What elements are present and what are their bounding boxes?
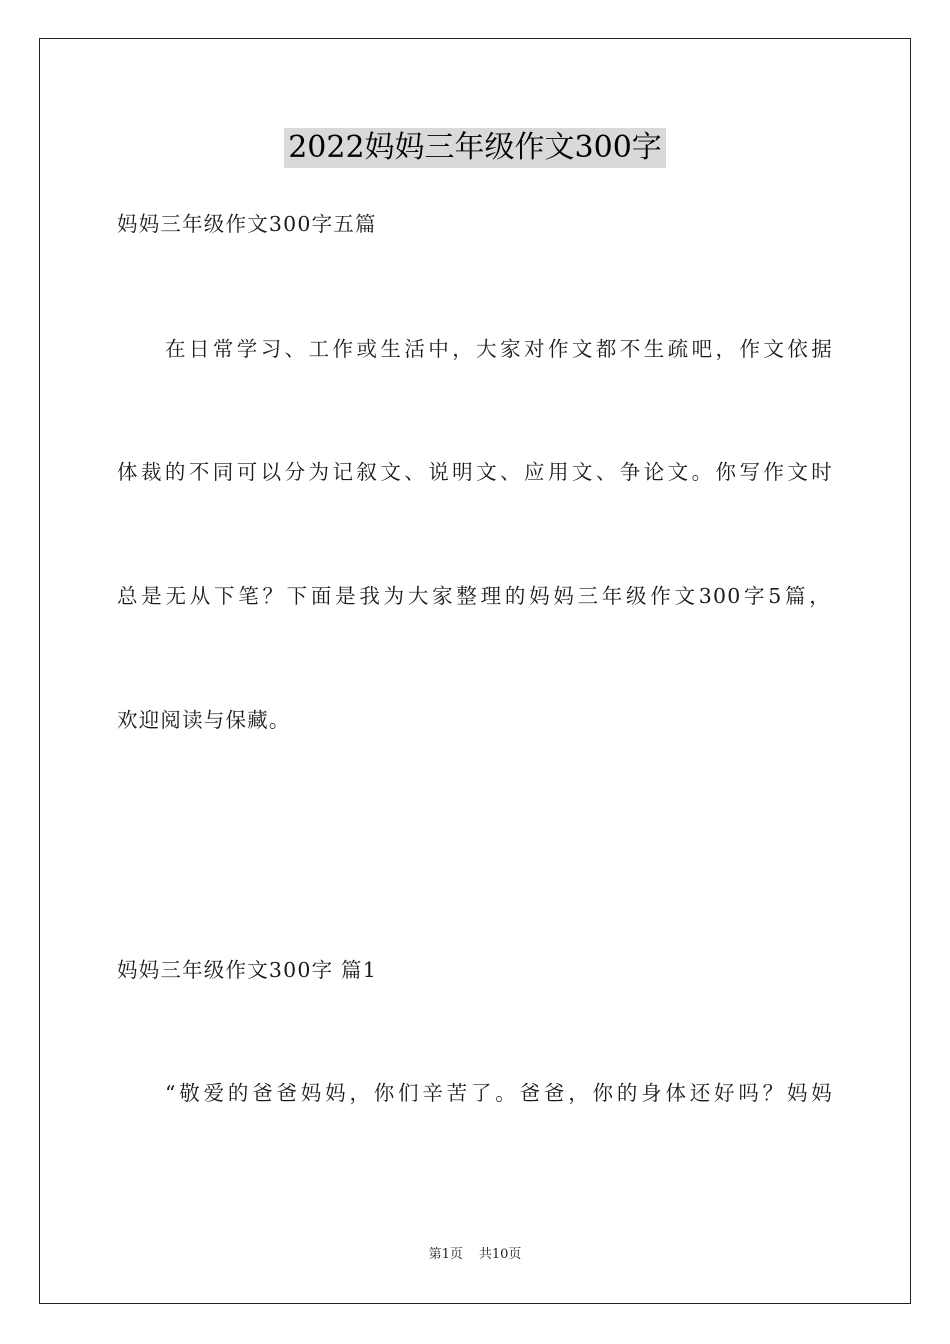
intro-paragraph-line-1: 在日常学习、工作或生活中，大家对作文都不生疏吧，作文依据 [165, 337, 833, 361]
document-title: 2022妈妈三年级作文300字 [284, 128, 666, 168]
page-footer [0, 1246, 950, 1264]
intro-paragraph-line-4: 欢迎阅读与保藏。 [117, 708, 291, 732]
intro-paragraph-line-2: 体裁的不同可以分为记叙文、说明文、应用文、争论文。你写作文时 [117, 460, 833, 484]
page-number-current: 第1页 [428, 1247, 463, 1262]
section-paragraph-line-1: “敬爱的爸爸妈妈，你们辛苦了。爸爸，你的身体还好吗？妈妈 [165, 1081, 833, 1105]
page-number-total: 共10页 [478, 1247, 522, 1262]
title-container [0, 128, 950, 168]
intro-paragraph-line-3: 总是无从下笔？下面是我为大家整理的妈妈三年级作文300字5篇， [117, 584, 831, 608]
document-subtitle: 妈妈三年级作文300字五篇 [117, 212, 377, 236]
section-heading: 妈妈三年级作文300字 篇1 [117, 958, 377, 982]
